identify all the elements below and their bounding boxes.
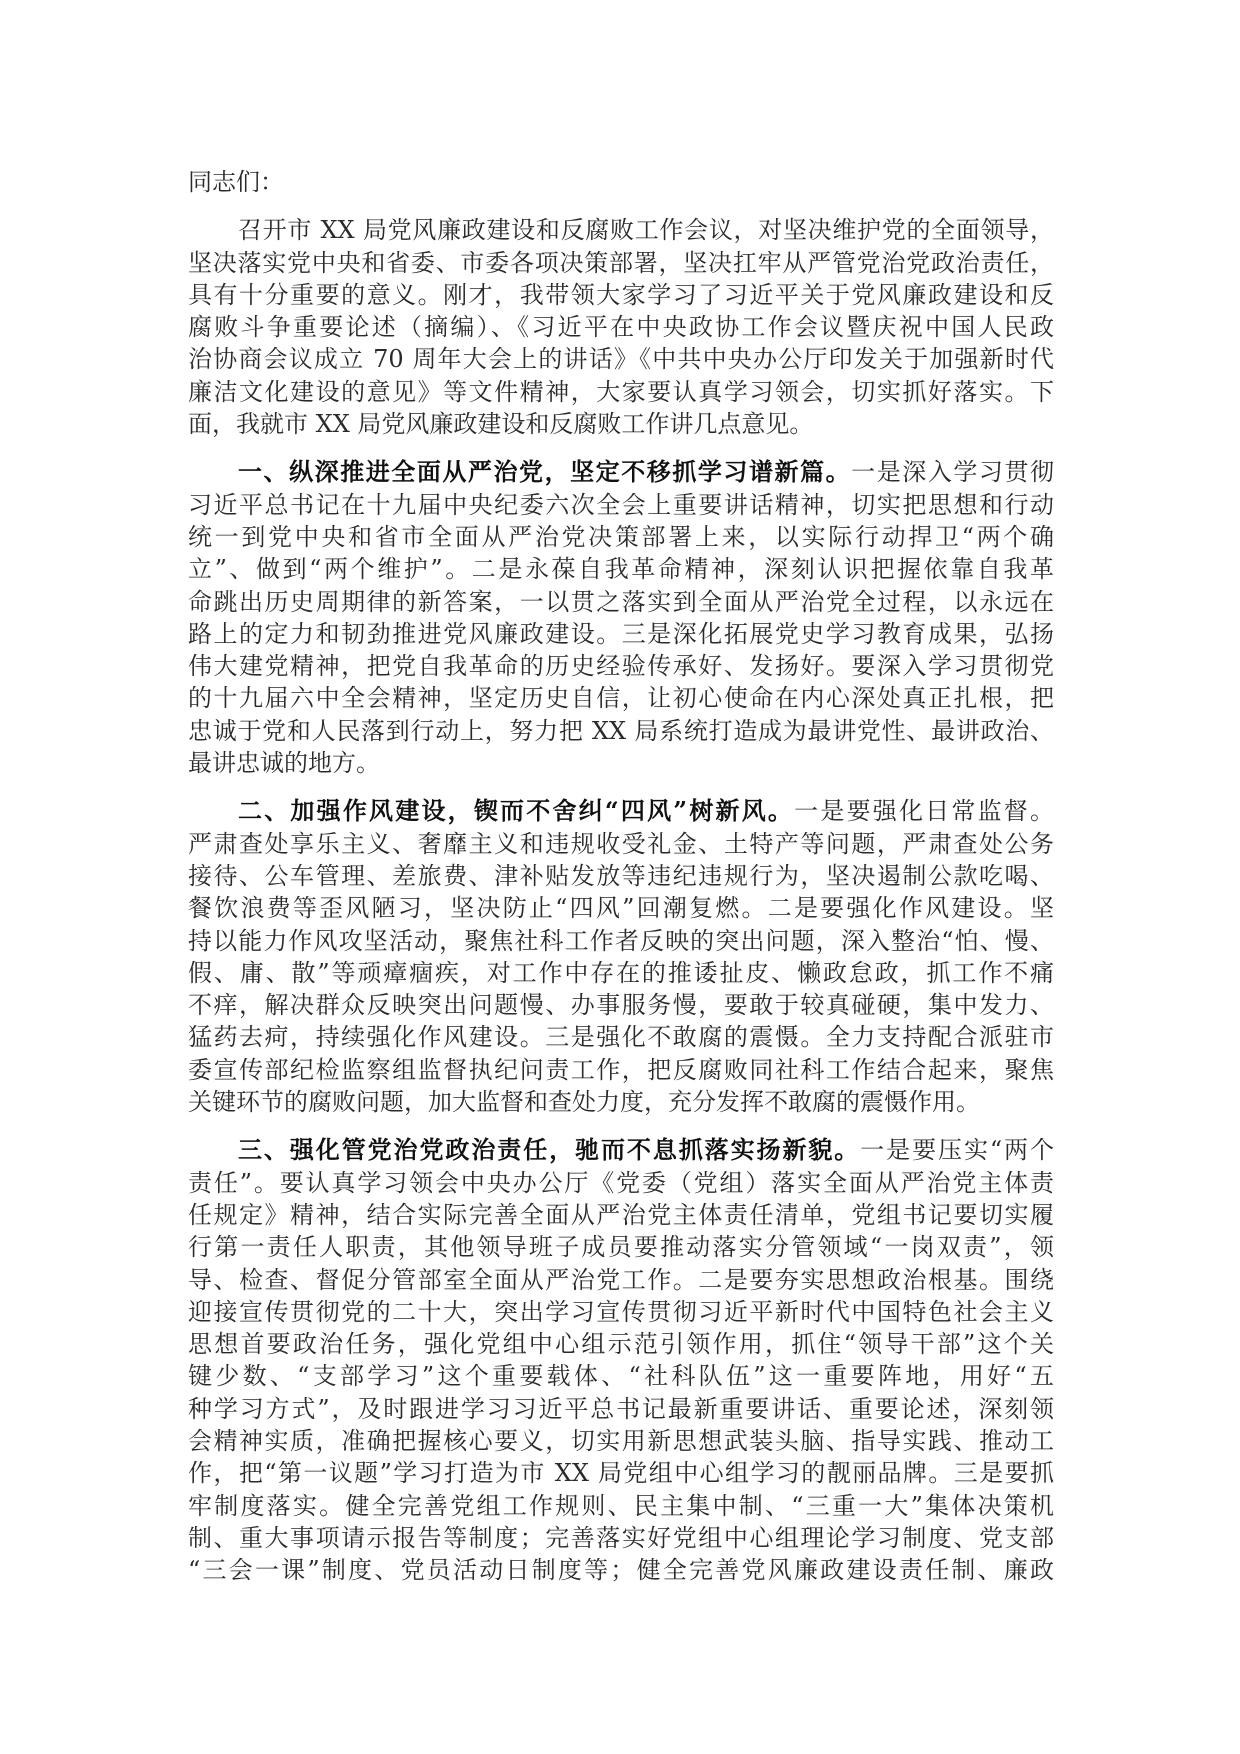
text-line: 面，我就市 XX 局党风廉政建设和反腐败工作讲几点意见。 (188, 410, 814, 439)
section-2 (188, 795, 1054, 1118)
text-line: 餐饮浪费等歪风陋习，坚决防止“四风”回潮复燃。二是要强化作风建设。坚 (188, 894, 1054, 923)
text-line: 委宣传部纪检监察组监督执纪问责工作，把反腐败同社科工作结合起来，聚焦 (188, 1055, 1054, 1084)
text-line: 治协商会议成立 70 周年大会上的讲话》《中共中央办公厅印发关于加强新时代 (188, 345, 1054, 374)
greeting-paragraph (188, 166, 1054, 198)
intro-paragraph (188, 214, 1054, 440)
section-first-line (188, 456, 1054, 488)
text-line: 路上的定力和韧劲推进党风廉政建设。三是深化拓展党史学习教育成果，弘扬 (188, 619, 1054, 648)
text-line: 种学习方式”，及时跟进学习习近平总书记最新重要讲话、重要论述，深刻领 (188, 1394, 1054, 1423)
text-line: 接待、公车管理、差旅费、津补贴发放等违纪违规行为，坚决遏制公款吃喝、 (188, 861, 1054, 890)
text-line: 关键环节的腐败问题，加大监督和查处力度，充分发挥不敢腐的震慑作用。 (188, 1088, 980, 1117)
section-heading: 一、纵深推进全面从严治党，坚定不移抓学习谱新篇。 (238, 457, 852, 487)
text-line: 猛药去疴，持续强化作风建设。三是强化不敢腐的震慑。全力支持配合派驻市 (188, 1023, 1054, 1052)
section-heading: 二、加强作风建设，锲而不舍纠“四风”树新风。 (238, 796, 795, 826)
text-line: 行第一责任人职责，其他领导班子成员要推动落实分管领域“一岗双责”，领 (188, 1233, 1054, 1262)
text-line: 伟大建党精神，把党自我革命的历史经验传承好、发扬好。要深入学习贯彻党 (188, 652, 1054, 681)
text-line: 廉洁文化建设的意见》等文件精神，大家要认真学习领会，切实抓好落实。下 (188, 377, 1054, 406)
text-line: 导、检查、督促分管部室全面从严治党工作。二是要夯实思想政治根基。围绕 (188, 1265, 1054, 1294)
document-page (188, 166, 1054, 1586)
text-line: 统一到党中央和省市全面从严治党决策部署上来，以实际行动捍卫“两个确 (188, 522, 1054, 551)
text-line: 作，把“第一议题”学习打造为市 XX 局党组中心组学习的靓丽品牌。三是要抓 (188, 1459, 1054, 1488)
text-line: 不痒，解决群众反映突出问题慢、办事服务慢，要敢于较真碰硬，集中发力、 (188, 991, 1054, 1020)
text-line: 最讲忠诚的地方。 (188, 749, 380, 778)
text-line: “三会一课”制度、党员活动日制度等；健全完善党风廉政建设责任制、廉政 (188, 1556, 1054, 1585)
text-line: 坚决落实党中央和省委、市委各项决策部署，坚决扛牢从严管党治党政治责任， (188, 248, 1054, 277)
text-line: 任规定》精神，结合实际完善全面从严治党主体责任清单，党组书记要切实履 (188, 1200, 1054, 1229)
text-run: 一是要强化日常监督。 (794, 797, 1055, 826)
text-line: 持以能力作风攻坚活动，聚焦社科工作者反映的突出问题，深入整治“怕、慢、 (188, 926, 1054, 955)
text-line: 责任”。要认真学习领会中央办公厅《党委（党组）落实全面从严治党主体责 (188, 1168, 1054, 1197)
section-3 (188, 1134, 1054, 1586)
text-line: 迎接宣传贯彻党的二十大，突出学习宣传贯彻习近平新时代中国特色社会主义 (188, 1297, 1054, 1326)
section-1 (188, 456, 1054, 779)
section-heading: 三、强化管党治党政治责任，驰而不息抓落实扬新貌。 (238, 1135, 861, 1165)
text-line: 召开市 XX 局党风廉政建设和反腐败工作会议，对坚决维护党的全面领导， (238, 216, 1054, 245)
text-line: 命跳出历史周期律的新答案，一以贯之落实到全面从严治党全过程，以永远在 (188, 587, 1054, 616)
text-line: 立”、做到“两个维护”。二是永葆自我革命精神，深刻认识把握依靠自我革 (188, 555, 1054, 584)
text-run: 一是要压实“两个 (860, 1136, 1054, 1165)
text-line: 牢制度落实。健全完善党组工作规则、民主集中制、“三重一大”集体决策机 (188, 1491, 1054, 1520)
text-line: 忠诚于党和人民落到行动上，努力把 XX 局系统打造成为最讲党性、最讲政治、 (188, 716, 1054, 745)
text-line: 制、重大事项请示报告等制度；完善落实好党组中心组理论学习制度、党支部 (188, 1523, 1054, 1552)
text-line: 假、庸、散”等顽瘴痼疾，对工作中存在的推诿扯皮、懒政怠政，抓工作不痛 (188, 958, 1054, 987)
text-run: 一是深入学习贯彻 (851, 458, 1055, 487)
text-line: 具有十分重要的意义。刚才，我带领大家学习了习近平关于党风廉政建设和反 (188, 280, 1054, 309)
text-line: 的十九届六中全会精神，坚定历史自信，让初心使命在内心深处真正扎根，把 (188, 684, 1054, 713)
section-first-line (188, 795, 1054, 827)
text-line: 思想首要政治任务，强化党组中心组示范引领作用，抓住“领导干部”这个关 (188, 1330, 1054, 1359)
text-line: 腐败斗争重要论述（摘编）、《习近平在中央政协工作会议暨庆祝中国人民政 (188, 313, 1054, 342)
section-first-line (188, 1134, 1054, 1166)
text-line: 键少数、“支部学习”这个重要载体、“社科队伍”这一重要阵地，用好“五 (188, 1362, 1054, 1391)
text-line: 习近平总书记在十九届中央纪委六次全会上重要讲话精神，切实把思想和行动 (188, 490, 1054, 519)
greeting: 同志们： (188, 168, 284, 196)
text-line: 会精神实质，准确把握核心要义，切实用新思想武装头脑、指导实践、推动工 (188, 1426, 1054, 1455)
text-line: 严肃查处享乐主义、奢靡主义和违规收受礼金、土特产等问题，严肃查处公务 (188, 829, 1054, 858)
